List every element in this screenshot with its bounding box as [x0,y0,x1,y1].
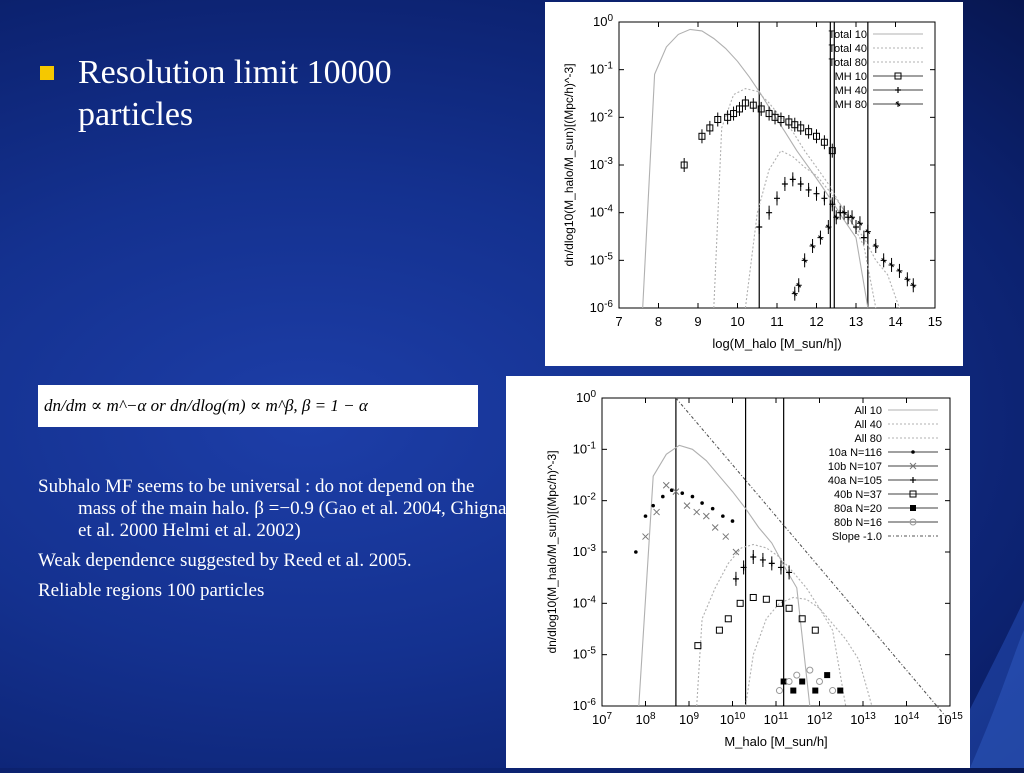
x-tick-label: $10^{15}$ [937,711,963,727]
data-point [810,243,816,249]
legend-marker [911,450,915,454]
legend-entry-label: Total 40 [828,43,867,55]
legend-entry-label: All 10 [854,405,882,417]
data-point [837,688,843,694]
x-tick-label: $10^{11}$ [763,711,789,727]
x-tick-label: 9 [694,314,702,329]
legend-marker [910,505,916,511]
data-point [684,503,690,509]
y-tick-label: $10^{-5}$ [589,251,613,268]
data-point [799,679,805,685]
data-point [731,519,735,523]
legend-entry-label: Total 10 [828,29,867,41]
legend-entry-label: 10b N=107 [827,461,882,473]
x-axis-label: log(M_halo [M_sun/h]) [712,336,842,351]
data-point [865,229,871,235]
legend-entry-label: MH 80 [834,99,867,111]
y-tick-label: $10^{-3}$ [572,543,596,559]
data-point [824,672,830,678]
x-tick-label: 15 [927,314,943,329]
legend-entry-label: 10a N=116 [828,447,882,459]
legend-entry-label: 80a N=20 [833,503,882,515]
data-point [766,210,772,216]
y-tick-label: $10^{-4}$ [589,203,613,220]
series-mh-80 [792,206,917,301]
x-tick-label: $10^{10}$ [719,711,746,727]
plot-frame [619,22,935,308]
data-point [661,495,665,499]
series-line [697,545,846,707]
legend-marker [895,101,901,107]
legend-entry-label: All 40 [854,419,882,431]
plot-top-svg [545,2,963,366]
data-point [733,576,739,582]
slide-body [38,476,508,610]
bullet-square-icon [40,66,54,80]
slide-bullet-title [40,52,460,136]
legend-entry-label: Slope -1.0 [831,531,882,543]
x-tick-label: $10^7$ [591,711,613,727]
x-tick-label: 13 [848,314,864,329]
y-tick-label: $10^{-1}$ [572,440,596,457]
data-point [712,525,718,531]
data-point [680,491,684,495]
legend-entry-label: All 80 [854,433,882,445]
data-point [644,514,648,518]
y-tick-label: $10^{-6}$ [572,697,596,713]
plot-bottom-panel [506,376,970,768]
data-point [763,596,769,602]
data-point [796,282,802,288]
data-point [725,616,731,622]
series-40b-n-37 [695,594,818,648]
legend-entry-label: MH 10 [834,71,867,83]
x-tick-label: $10^{14}$ [893,711,920,727]
y-tick-label: $10^{-2}$ [572,491,596,508]
legend-entry-label: 40a N=105 [827,475,882,487]
data-point [857,220,863,226]
y-tick-label: $10^{-5}$ [572,645,596,662]
y-tick-label: $10^0$ [575,389,596,405]
data-point [790,688,796,694]
data-point [691,495,695,499]
series-line [676,398,950,722]
data-point [694,509,700,515]
paragraph-reliable-regions: Reliable regions 100 particles [38,580,265,601]
data-point [737,600,743,606]
data-point [821,195,827,201]
data-point [830,688,836,694]
series-10b-n-107 [643,482,739,555]
data-point [873,243,879,249]
plot-top-panel [545,2,963,366]
data-point [806,187,812,193]
data-point [786,679,792,685]
x-tick-label: $10^{13}$ [850,711,876,727]
data-point [700,501,704,505]
data-point [812,688,818,694]
x-tick-label: $10^8$ [635,711,656,727]
data-point [790,176,796,182]
data-point [904,276,910,282]
series-all-80 [746,598,872,707]
data-point [634,550,638,554]
x-tick-label: 12 [809,314,824,329]
y-axis-label: dn/dlog10(M_halo/M_sun)[(Mpc/h)^-3] [545,450,559,654]
data-point [910,282,916,288]
data-point [776,600,782,606]
x-tick-label: 11 [770,314,784,329]
data-point [756,224,762,230]
data-point [703,513,709,519]
x-tick-label: 14 [888,314,903,329]
data-point [794,672,800,678]
legend-marker [895,87,901,93]
y-tick-label: $10^{-3}$ [589,156,613,172]
legend [828,405,938,543]
data-point [774,195,780,201]
data-point [760,557,766,563]
y-tick-label: $10^{-6}$ [589,299,613,315]
data-point [814,191,820,197]
y-tick-label: $10^{-4}$ [572,594,596,611]
data-point [881,257,887,263]
plot-bottom-svg [506,376,970,768]
data-point [723,534,729,540]
x-tick-label: 7 [615,314,623,329]
formula-text: dn/dm ∝ m^−α or dn/dlog(m) ∝ m^β, β = 1 − α [44,396,368,415]
data-point [786,605,792,611]
data-point [778,564,784,570]
y-tick-label: $10^{-2}$ [589,108,613,125]
data-point [750,594,756,600]
legend-entry-label: Total 80 [828,57,867,69]
y-tick-label: $10^{-1}$ [589,60,613,77]
data-point [769,560,775,566]
x-tick-label: 8 [654,314,663,329]
legend-entry-label: 40b N=37 [833,489,882,501]
data-point [896,268,902,274]
formula-image [38,385,478,427]
paragraph-universal: Subhalo MF seems to be universal : do not depend on the mass of the main halo. β =−0.9 (Gao et al. 2004, Ghigna et al. 2000 Helmi et al. 2002) [38,476,507,541]
series-all-40 [697,545,846,707]
data-point [654,509,660,515]
x-tick-label: 10 [730,314,745,329]
data-point [817,235,823,241]
data-point [716,627,722,633]
y-axis-label: dn/dlog10(M_halo/M_sun)[(Mpc/h)^-3] [562,63,576,267]
x-tick-label: $10^9$ [678,711,700,727]
x-axis-label: M_halo [M_sun/h] [724,734,828,749]
slide-title-text: Resolution limit 10000 particles [78,54,392,133]
series-80a-n-20 [781,672,844,693]
legend [828,29,923,111]
series-mh-40 [756,172,867,244]
data-point [711,507,715,511]
data-point [721,514,725,518]
series-total-80 [745,151,899,308]
data-point [750,554,756,560]
data-point [663,482,669,488]
data-point [798,181,804,187]
y-tick-label: $10^0$ [592,13,613,29]
data-point [889,262,895,268]
data-point [817,679,823,685]
data-point [807,667,813,673]
data-point [651,504,655,508]
series-line [746,598,872,707]
series-line [745,151,899,308]
data-point [792,291,798,297]
data-point [812,627,818,633]
data-point [643,534,649,540]
legend-entry-label: MH 40 [834,85,867,97]
data-point [776,688,782,694]
paragraph-weak-dependence: Weak dependence suggested by Reed et al. 2005. [38,550,412,571]
series-slope-1-0 [676,398,950,722]
legend-marker [910,477,916,483]
data-point [782,181,788,187]
data-point [802,257,808,263]
x-tick-label: $10^{12}$ [806,711,833,727]
legend-entry-label: 80b N=16 [833,517,882,529]
